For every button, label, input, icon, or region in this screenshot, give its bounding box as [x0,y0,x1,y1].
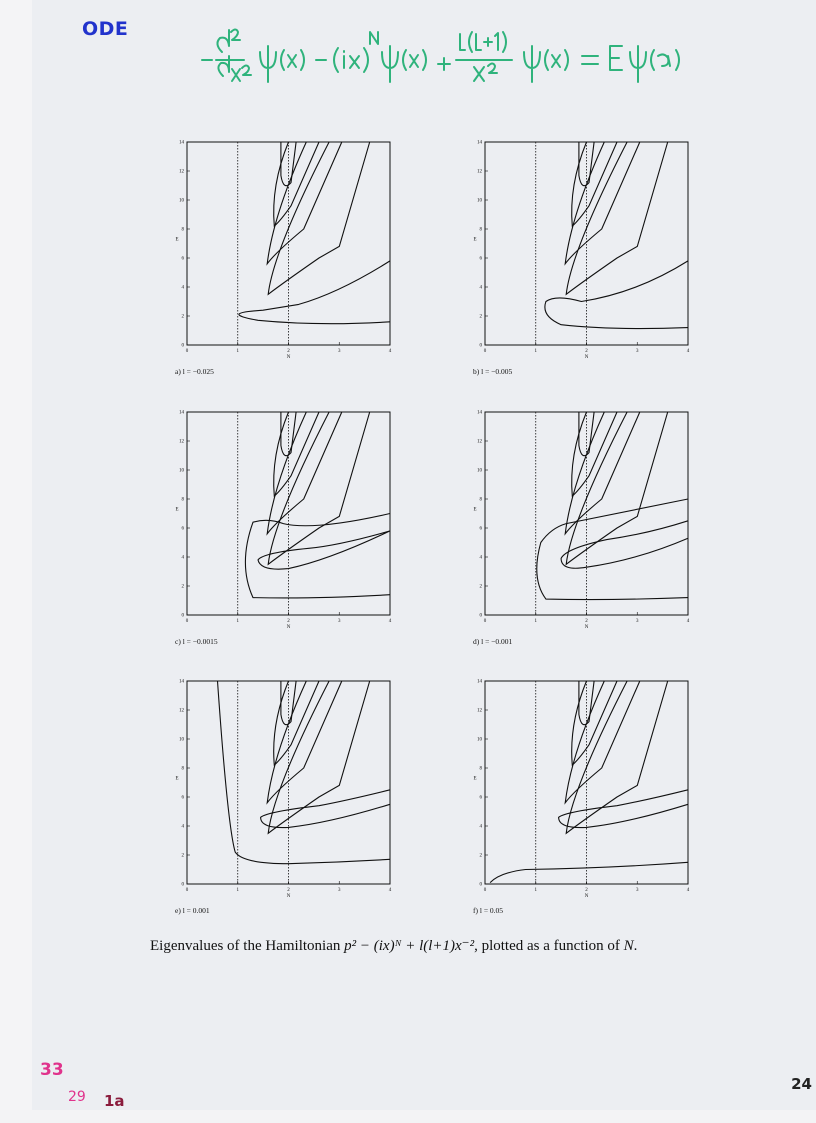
plot-panel-e [165,675,405,920]
figure-caption [150,936,770,955]
y-tick-label: 8 [181,227,184,233]
y-tick-label: 6 [479,256,482,262]
x-axis-label: N [584,355,589,360]
y-tick-label: 10 [179,737,184,743]
x-tick-label: 4 [686,888,690,893]
x-tick-label: 3 [338,619,341,624]
page-left-margin [0,0,32,1123]
x-tick-label: 3 [338,349,341,354]
eigenvalue-curves [245,412,390,598]
y-tick-label: 10 [477,198,482,204]
page-number: 24 [791,1075,812,1093]
y-tick-label: 10 [179,468,184,474]
y-tick-label: 14 [477,410,482,416]
x-axis-label: N [584,625,589,630]
plot-panel-c [165,406,405,651]
y-axis-label: E [175,237,179,243]
x-axis-label: N [286,625,291,630]
panel-label: b) l = −0.005 [473,367,513,376]
eigenvalue-curves [218,681,391,864]
y-axis-label: E [473,776,477,782]
x-tick-label: 4 [388,888,392,893]
x-tick-label: 0 [483,619,487,624]
x-tick-label: 1 [236,888,239,893]
x-tick-label: 2 [585,349,588,354]
x-tick-label: 2 [585,619,588,624]
x-tick-label: 3 [636,888,639,893]
x-tick-label: 1 [236,619,239,624]
x-tick-label: 2 [287,888,290,893]
y-tick-label: 14 [179,679,184,685]
y-tick-label: 4 [181,555,184,561]
x-axis-label: N [584,894,589,899]
y-tick-label: 6 [479,526,482,532]
y-tick-label: 10 [477,737,482,743]
panel-label: e) l = 0.001 [175,906,210,915]
y-tick-label: 0 [479,882,482,888]
y-tick-label: 10 [179,198,184,204]
x-tick-label: 2 [287,619,290,624]
y-tick-label: 0 [181,343,184,349]
caption-period: . [633,938,638,954]
y-tick-label: 14 [477,679,482,685]
panel-label: a) l = −0.025 [175,367,214,376]
y-tick-label: 4 [181,285,184,291]
y-tick-label: 6 [181,256,184,262]
margin-note-pink: 33 [40,1060,64,1080]
y-tick-label: 12 [477,439,482,445]
x-axis-label: N [286,355,291,360]
y-tick-label: 8 [181,766,184,772]
x-tick-label: 1 [236,349,239,354]
x-tick-label: 2 [287,349,290,354]
panel-label: c) l = −0.0015 [175,637,218,646]
x-tick-label: 0 [483,888,487,893]
panel-label: f) l = 0.05 [473,906,504,915]
x-tick-label: 0 [483,349,487,354]
x-tick-label: 3 [636,619,639,624]
x-tick-label: 1 [534,888,537,893]
handwritten-ode-label: ODE [82,18,129,40]
y-tick-label: 12 [477,169,482,175]
margin-note-pink-sub: 29 [68,1089,86,1105]
y-tick-label: 4 [181,824,184,830]
y-tick-label: 14 [179,410,184,416]
x-tick-label: 3 [338,888,341,893]
y-tick-label: 4 [479,285,482,291]
x-tick-label: 1 [534,619,537,624]
plot-panel-f [463,675,703,920]
x-tick-label: 1 [534,349,537,354]
y-tick-label: 2 [181,853,184,859]
y-tick-label: 6 [479,795,482,801]
x-tick-label: 4 [388,349,392,354]
y-tick-label: 2 [479,314,482,320]
x-tick-label: 3 [636,349,639,354]
y-tick-label: 14 [179,140,184,146]
y-axis-label: E [473,237,477,243]
x-tick-label: 4 [686,349,690,354]
y-tick-label: 8 [479,497,482,503]
caption-formula: p² − (ix)ᴺ + l(l+1)x⁻² [344,938,475,954]
plot-panel-b [463,136,703,381]
y-tick-label: 2 [479,853,482,859]
caption-text-before: Eigenvalues of the Hamiltonian [150,938,345,954]
caption-text-after: , plotted as a function of [474,938,624,954]
x-tick-label: 0 [185,619,189,624]
y-tick-label: 2 [181,314,184,320]
y-tick-label: 4 [479,555,482,561]
y-tick-label: 0 [479,343,482,349]
y-tick-label: 12 [477,708,482,714]
y-tick-label: 8 [181,497,184,503]
x-tick-label: 4 [388,619,392,624]
page-bottom-margin [0,1110,816,1123]
x-tick-label: 2 [585,888,588,893]
y-tick-label: 12 [179,439,184,445]
y-tick-label: 0 [181,882,184,888]
panel-label: d) l = −0.001 [473,637,513,646]
x-tick-label: 4 [686,619,690,624]
y-tick-label: 4 [479,824,482,830]
eigenvalue-curves [537,412,688,600]
y-tick-label: 10 [477,468,482,474]
eigenvalue-curves [490,681,688,883]
plot-panel-a [165,136,405,381]
y-tick-label: 8 [479,227,482,233]
y-tick-label: 8 [479,766,482,772]
x-axis-label: N [286,894,291,899]
x-tick-label: 0 [185,349,189,354]
y-tick-label: 6 [181,526,184,532]
y-tick-label: 2 [479,584,482,590]
y-tick-label: 0 [181,613,184,619]
y-tick-label: 12 [179,708,184,714]
x-tick-label: 0 [185,888,189,893]
y-tick-label: 2 [181,584,184,590]
y-tick-label: 12 [179,169,184,175]
eigenvalue-curves [545,142,688,329]
handwritten-equation [198,24,758,96]
y-tick-label: 14 [477,140,482,146]
y-tick-label: 6 [181,795,184,801]
plot-panel-d [463,406,703,651]
caption-variable: N [623,938,634,954]
y-axis-label: E [175,776,179,782]
margin-note-bottom: 1a [104,1092,125,1110]
y-axis-label: E [175,507,179,513]
y-tick-label: 0 [479,613,482,619]
eigenvalue-curves [239,142,390,324]
y-axis-label: E [473,507,477,513]
